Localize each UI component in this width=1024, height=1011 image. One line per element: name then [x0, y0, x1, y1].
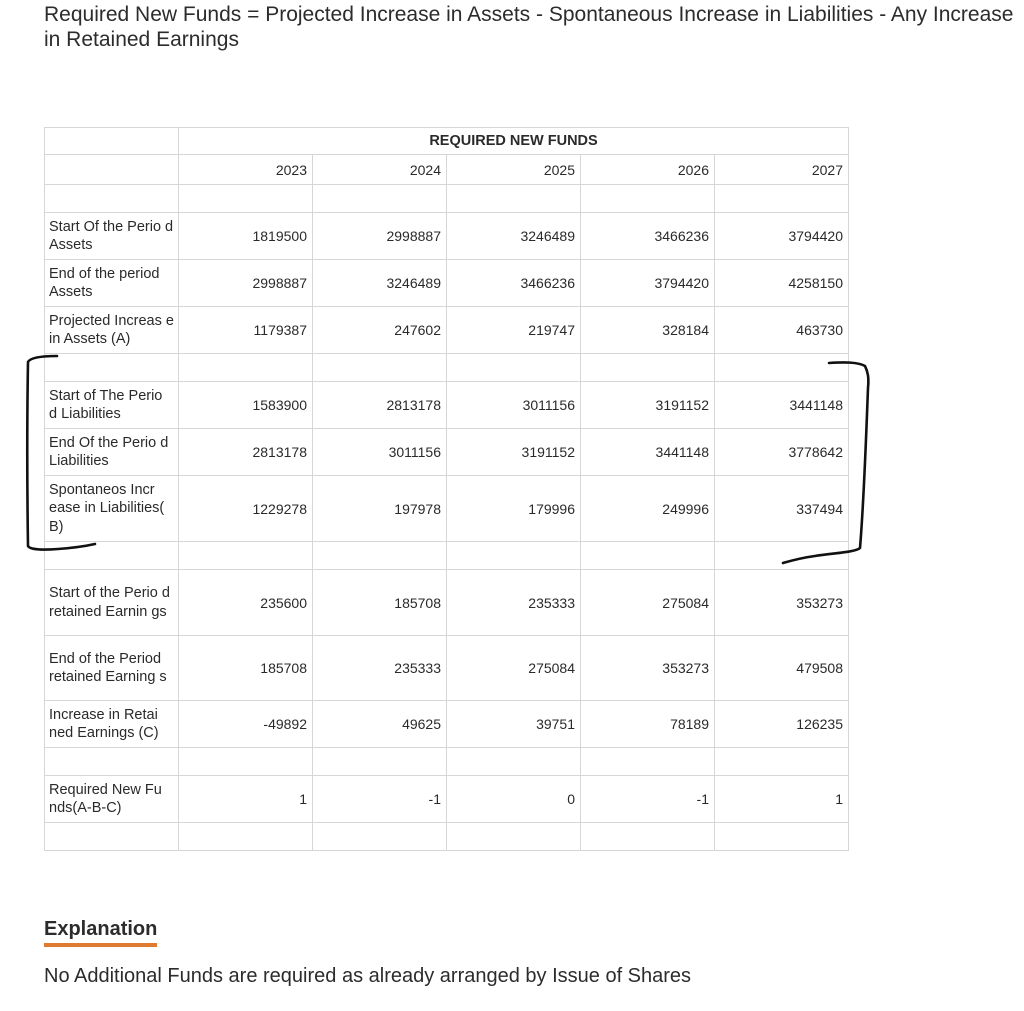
table-row: [45, 570, 849, 636]
empty-cell: [45, 128, 179, 155]
row-label: End of the period Assets: [45, 260, 179, 307]
cell-value: 78189: [581, 701, 715, 748]
cell-value: 1583900: [179, 382, 313, 429]
cell-value: 337494: [715, 476, 849, 542]
row-label: Projected Increas e in Assets (A): [45, 307, 179, 354]
required-new-funds-table: [44, 127, 849, 851]
cell-value: 3191152: [581, 382, 715, 429]
cell-value: 479508: [715, 636, 849, 701]
spacer-row: [45, 542, 849, 570]
formula-text: Required New Funds = Projected Increase in Assets - Spontaneous Increase in Liabilities - Any Increase in Retained Earnings: [44, 3, 1014, 51]
cell-value: 3246489: [313, 260, 447, 307]
cell-value: 3011156: [313, 429, 447, 476]
cell-value: 3794420: [715, 213, 849, 260]
table-row: [45, 429, 849, 476]
cell-value: 3246489: [447, 213, 581, 260]
empty-cell: [45, 155, 179, 185]
explanation-text: No Additional Funds are required as already arranged by Issue of Shares: [44, 965, 692, 987]
cell-value: 219747: [447, 307, 581, 354]
year-header: 2023: [179, 155, 313, 185]
cell-value: -1: [313, 776, 447, 823]
cell-value: 235600: [179, 570, 313, 636]
cell-value: 126235: [715, 701, 849, 748]
cell-value: 3778642: [715, 429, 849, 476]
table-row: [45, 382, 849, 429]
table-row: [45, 701, 849, 748]
year-header: 2027: [715, 155, 849, 185]
cell-value: 353273: [581, 636, 715, 701]
table-title-row: [45, 128, 849, 155]
cell-value: 3011156: [447, 382, 581, 429]
cell-value: 39751: [447, 701, 581, 748]
row-label: End of the Period retained Earning s: [45, 636, 179, 701]
row-label: Start of the Perio d retained Earnin gs: [45, 570, 179, 636]
cell-value: 2813178: [179, 429, 313, 476]
cell-value: 3466236: [581, 213, 715, 260]
row-label: Increase in Retai ned Earnings (C): [45, 701, 179, 748]
row-label: Required New Fu nds(A-B-C): [45, 776, 179, 823]
cell-value: 2998887: [313, 213, 447, 260]
cell-value: 249996: [581, 476, 715, 542]
table-row: [45, 776, 849, 823]
table-row: [45, 260, 849, 307]
table-row: [45, 213, 849, 260]
row-label: Start of The Perio d Liabilities: [45, 382, 179, 429]
cell-value: -1: [581, 776, 715, 823]
cell-value: 197978: [313, 476, 447, 542]
cell-value: 2998887: [179, 260, 313, 307]
year-header: 2025: [447, 155, 581, 185]
spacer-row: [45, 185, 849, 213]
cell-value: 275084: [581, 570, 715, 636]
row-label: Start Of the Perio d Assets: [45, 213, 179, 260]
cell-value: 3191152: [447, 429, 581, 476]
table-title: REQUIRED NEW FUNDS: [179, 128, 849, 155]
cell-value: 3441148: [715, 382, 849, 429]
cell-value: 353273: [715, 570, 849, 636]
cell-value: 1819500: [179, 213, 313, 260]
cell-value: 185708: [313, 570, 447, 636]
cell-value: 1179387: [179, 307, 313, 354]
explanation-heading: Explanation: [44, 917, 157, 947]
cell-value: 3441148: [581, 429, 715, 476]
cell-value: 275084: [447, 636, 581, 701]
cell-value: 4258150: [715, 260, 849, 307]
cell-value: 49625: [313, 701, 447, 748]
cell-value: 1: [715, 776, 849, 823]
cell-value: 3466236: [447, 260, 581, 307]
spacer-row: [45, 354, 849, 382]
cell-value: 463730: [715, 307, 849, 354]
table-row: [45, 636, 849, 701]
cell-value: 247602: [313, 307, 447, 354]
cell-value: 235333: [447, 570, 581, 636]
spacer-row: [45, 823, 849, 851]
cell-value: -49892: [179, 701, 313, 748]
spacer-row: [45, 748, 849, 776]
cell-value: 179996: [447, 476, 581, 542]
cell-value: 0: [447, 776, 581, 823]
year-header: 2026: [581, 155, 715, 185]
table-row: [45, 307, 849, 354]
cell-value: 2813178: [313, 382, 447, 429]
table-row: [45, 476, 849, 542]
year-header-row: [45, 155, 849, 185]
year-header: 2024: [313, 155, 447, 185]
cell-value: 3794420: [581, 260, 715, 307]
cell-value: 328184: [581, 307, 715, 354]
cell-value: 235333: [313, 636, 447, 701]
cell-value: 185708: [179, 636, 313, 701]
row-label: End Of the Perio d Liabilities: [45, 429, 179, 476]
row-label: Spontaneos Incr ease in Liabilities( B): [45, 476, 179, 542]
cell-value: 1229278: [179, 476, 313, 542]
cell-value: 1: [179, 776, 313, 823]
